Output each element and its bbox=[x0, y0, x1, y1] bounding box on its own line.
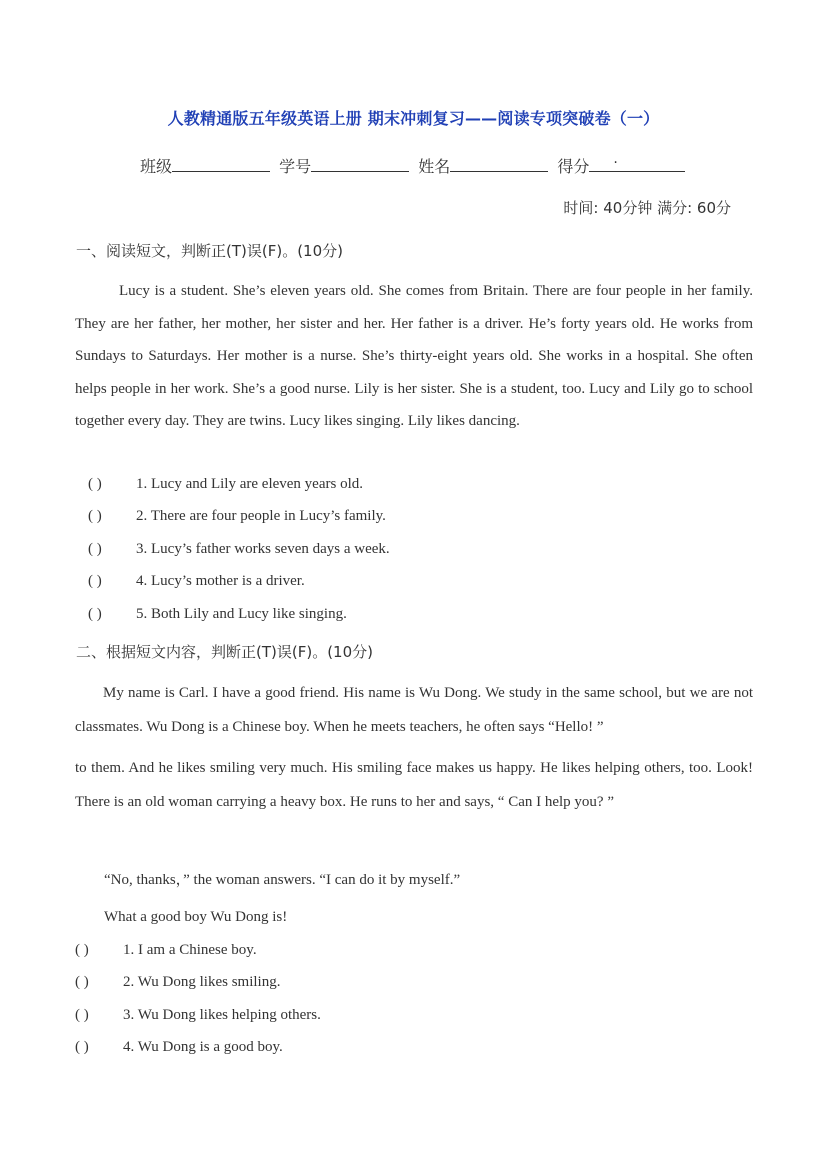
section2-passage-part2: to them. And he likes smiling very much. His smiling face makes us happy. He likes helping others, too. Look! There is an old woman carrying a heavy box. He runs to her and says, “ Can I help you? ” bbox=[75, 760, 753, 810]
section2-passage-part1-text: My name is Carl. I have a good friend. His name is Wu Dong. We study in the same school, but we are not classmates. Wu Dong is a Chinese boy. When he meets teachers, he often says “Hello! ” bbox=[75, 685, 753, 735]
section2-heading: 二、根据短文内容，判断正(T)误(F)。(10分) bbox=[76, 643, 373, 661]
answer-paren[interactable]: ( ) bbox=[88, 573, 102, 589]
score-label: 得分 bbox=[557, 157, 590, 176]
section1-heading: 一、阅读短文，判断正(T)误(F)。(10分) bbox=[76, 242, 343, 260]
section1-passage bbox=[75, 275, 753, 438]
number-blank[interactable] bbox=[311, 157, 409, 172]
answer-paren[interactable]: ( ) bbox=[88, 541, 102, 557]
score-blank-mark: . bbox=[613, 151, 618, 167]
answer-paren[interactable]: ( ) bbox=[75, 974, 89, 990]
section2-quote: “No, thanks，” the woman answers. “I can do it by myself.” bbox=[104, 872, 461, 888]
name-label: 姓名 bbox=[418, 157, 451, 176]
student-info-line bbox=[140, 151, 689, 177]
page-title: 人教精通版五年级英语上册 期末冲刺复习——阅读专项突破卷（一） bbox=[167, 109, 660, 128]
question-text: 2. Wu Dong likes smiling. bbox=[123, 974, 281, 990]
number-label: 学号 bbox=[279, 157, 312, 176]
class-blank[interactable] bbox=[172, 157, 270, 172]
class-field bbox=[140, 154, 270, 177]
answer-paren[interactable]: ( ) bbox=[75, 1039, 89, 1055]
answer-paren[interactable]: ( ) bbox=[75, 1007, 89, 1023]
question bbox=[88, 476, 363, 493]
question-text: 1. I am a Chinese boy. bbox=[123, 942, 257, 958]
score-blank[interactable] bbox=[589, 151, 685, 172]
score-field bbox=[557, 151, 685, 177]
question bbox=[75, 1007, 321, 1024]
question bbox=[75, 974, 280, 991]
section1-passage-text: Lucy is a student. She’s eleven years old. She comes from Britain. There are four people in her family. They are her father, her mother, her sister and her. Her father is a driver. He’s forty years old. He works from Sundays to Saturdays. Her mother is a nurse. She’s thirty-eight years old. She works in a hospital. She often helps people in her work. She’s a good nurse. Lily is her sister. She is a student, too. Lucy and Lily go to school together every day. They are twins. Lucy likes singing. Lily likes dancing. bbox=[75, 283, 753, 429]
class-label: 班级 bbox=[140, 157, 173, 176]
question-text: 1. Lucy and Lily are eleven years old. bbox=[136, 476, 363, 492]
question-text: 3. Lucy’s father works seven days a week. bbox=[136, 541, 390, 557]
question bbox=[88, 541, 390, 558]
answer-paren[interactable]: ( ) bbox=[88, 508, 102, 524]
question bbox=[75, 942, 257, 959]
question bbox=[75, 1039, 283, 1056]
question-text: 3. Wu Dong likes helping others. bbox=[123, 1007, 321, 1023]
question-text: 4. Lucy’s mother is a driver. bbox=[136, 573, 305, 589]
answer-paren[interactable]: ( ) bbox=[88, 476, 102, 492]
question-text: 5. Both Lily and Lucy like singing. bbox=[136, 606, 347, 622]
question-text: 4. Wu Dong is a good boy. bbox=[123, 1039, 283, 1055]
question bbox=[88, 573, 305, 590]
name-field bbox=[418, 154, 548, 177]
number-field bbox=[279, 154, 409, 177]
answer-paren[interactable]: ( ) bbox=[88, 606, 102, 622]
section2-exclaim: What a good boy Wu Dong is! bbox=[104, 909, 288, 925]
question-text: 2. There are four people in Lucy’s family. bbox=[136, 508, 386, 524]
question bbox=[88, 508, 386, 525]
section2-passage-part1 bbox=[75, 676, 753, 744]
name-blank[interactable] bbox=[450, 157, 548, 172]
answer-paren[interactable]: ( ) bbox=[75, 942, 89, 958]
question bbox=[88, 606, 347, 623]
time-score-line: 时间: 40分钟 满分: 60分 bbox=[563, 199, 731, 217]
